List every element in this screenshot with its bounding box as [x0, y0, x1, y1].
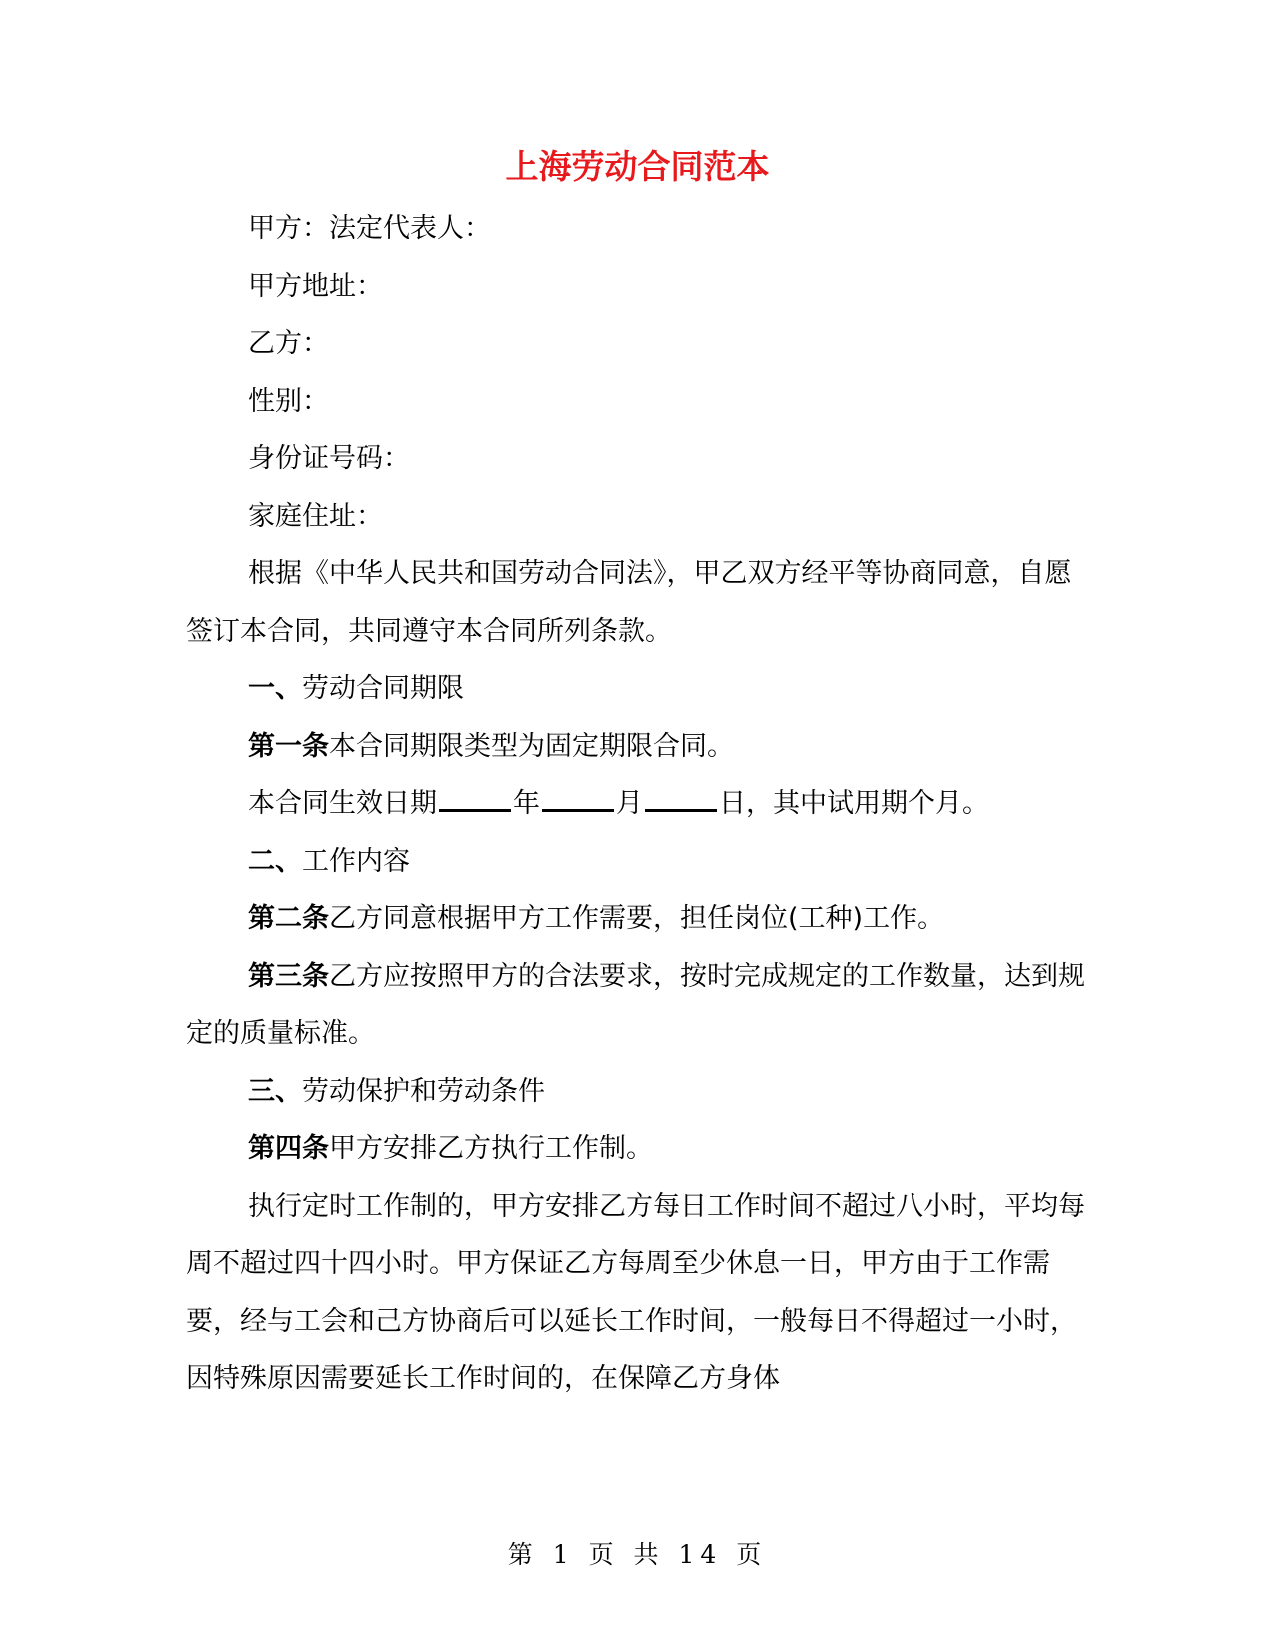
- party-a-address-line: 甲方地址：: [248, 270, 383, 302]
- effective-date-prefix: 本合同生效日期: [248, 788, 437, 819]
- year-label: 年: [513, 788, 540, 819]
- intro-paragraph: 根据《中华人民共和国劳动合同法》，甲乙双方经平等协商同意，自愿签订本合同，共同遵守本合同所列条款。: [186, 558, 1072, 647]
- article-4-number: 第四条: [248, 1133, 329, 1164]
- gender-line: 性别：: [248, 385, 329, 417]
- section-1-heading: [186, 660, 1086, 718]
- month-blank: [542, 785, 614, 812]
- section-1-number: 一、: [248, 673, 302, 704]
- document-body: [186, 200, 1086, 1408]
- section-1-title: 劳动合同期限: [302, 673, 464, 704]
- section-2-number: 二、: [248, 845, 302, 877]
- day-suffix: 日，其中试用期个月。: [719, 788, 989, 819]
- section-3-title: 劳动保护和劳动条件: [302, 1075, 545, 1107]
- article-2-text: 乙方同意根据甲方工作需要，担任岗位(工种)工作。: [329, 903, 945, 934]
- page-footer: 第 1 页 共 14 页: [507, 1540, 768, 1569]
- party-a-line: 甲方：法定代表人：: [248, 213, 491, 244]
- effective-date-line: [186, 775, 1086, 833]
- article-2-number: 第二条: [248, 903, 329, 934]
- article-3-text: 乙方应按照甲方的合法要求，按时完成规定的工作数量，达到规定的质量标准。: [186, 960, 1085, 1049]
- article-1-text: 本合同期限类型为固定期限合同。: [329, 730, 734, 762]
- work-hours-paragraph: 执行定时工作制的，甲方安排乙方每日工作时间不超过八小时，平均每周不超过四十四小时。甲方保证乙方每周至少休息一日，甲方由于工作需要，经与工会和己方协商后可以延长工作时间，一般每日不得超过一小时，因特殊原因需要延长工作时间的，在保障乙方身体: [186, 1190, 1085, 1394]
- home-address-line: 家庭住址：: [248, 500, 383, 532]
- article-2: [186, 890, 1086, 948]
- article-3: [186, 948, 1086, 1063]
- year-blank: [439, 785, 511, 812]
- article-4-text: 甲方安排乙方执行工作制。: [329, 1133, 653, 1164]
- article-3-number: 第三条: [248, 960, 329, 992]
- section-3-number: 三、: [248, 1075, 302, 1107]
- day-blank: [645, 785, 717, 812]
- party-b-line: 乙方：: [248, 328, 329, 359]
- section-2-title: 工作内容: [302, 845, 410, 877]
- id-number-line: 身份证号码：: [248, 443, 410, 474]
- article-1: [186, 718, 1086, 776]
- document-title: 上海劳动合同范本: [505, 147, 770, 186]
- section-3-heading: [186, 1063, 1086, 1121]
- month-label: 月: [616, 788, 643, 819]
- article-4: [186, 1120, 1086, 1178]
- article-1-number: 第一条: [248, 730, 329, 762]
- section-2-heading: [186, 833, 1086, 891]
